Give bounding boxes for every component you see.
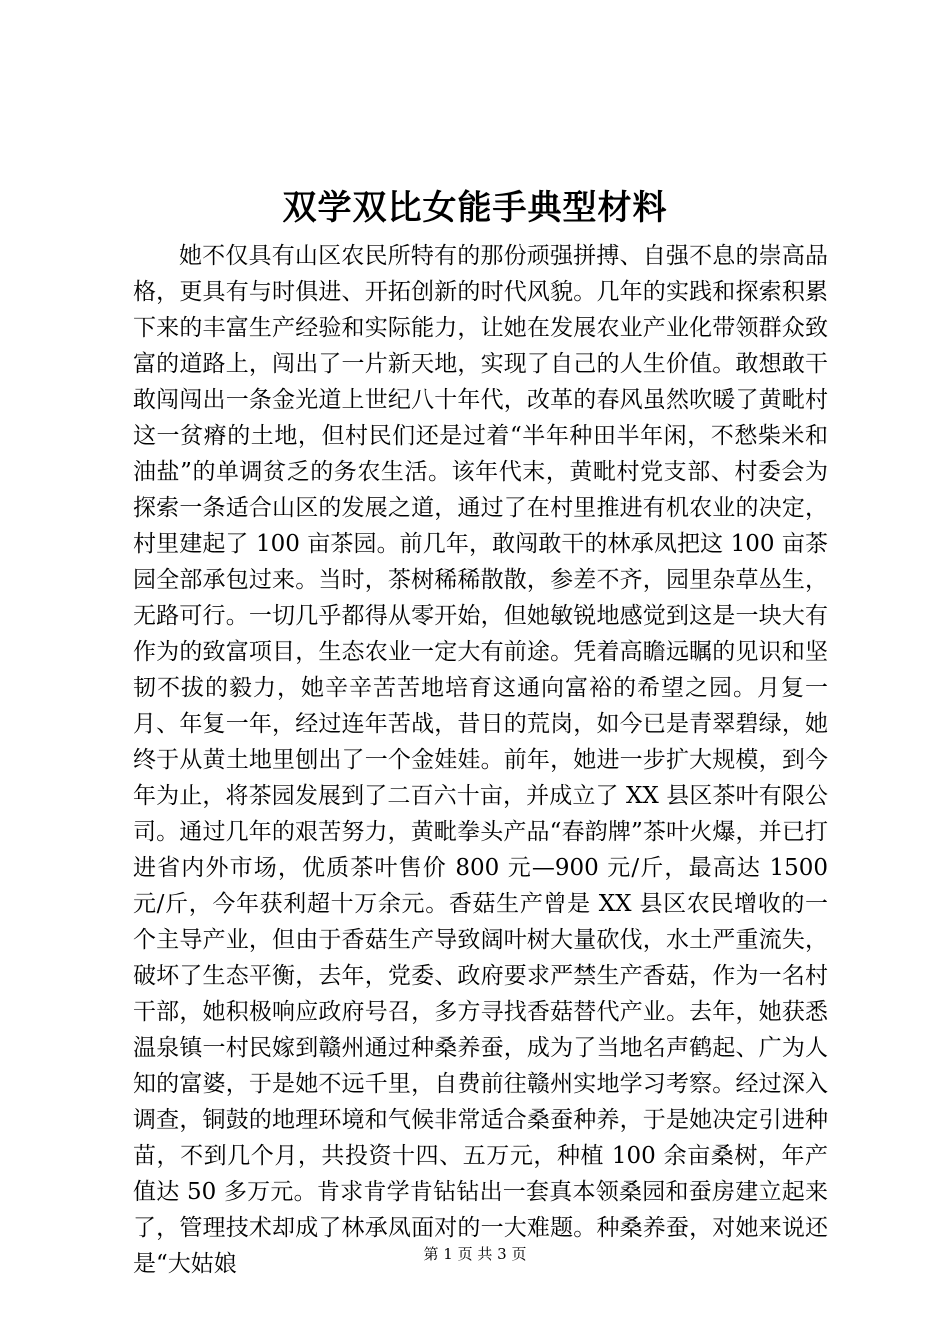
- document-title: 双学双比女能手典型材料: [282, 188, 668, 228]
- body-paragraph: 她不仅具有山区农民所特有的那份顽强拼搏、自强不息的崇高品格，更具有与时俱进、开拓创新的时代风貌。几年的实践和探索积累下来的丰富生产经验和实际能力，让她在发展农业产业化带领群众致富的道路上，闯出了一片新天地，实现了自己的人生价值。敢想敢干敢闯闯出一条金光道上世纪八十年代，改革的春风虽然吹暖了黄毗村这一贫瘠的土地，但村民们还是过着“半年种田半年闲，不愁柴米和油盐”的单调贫乏的务农生活。该年代末，黄毗村党支部、村委会为探索一条适合山区的发展之道，通过了在村里推进有机农业的决定，村里建起了 100 亩茶园。前几年，敢闯敢干的林承凤把这 100 亩茶园全部承包过来。当时，茶树稀稀散散，参差不齐，园里杂草丛生，无路可行。一切几乎都得从零开始，但她敏锐地感觉到这是一块大有作为的致富项目，生态农业一定大有前途。凭着高瞻远瞩的见识和坚韧不拔的毅力，她辛辛苦苦地培育这通向富裕的希望之园。月复一月、年复一年，经过连年苦战，昔日的荒岗，如今已是青翠碧绿，她终于从黄土地里刨出了一个金娃娃。前年，她进一步扩大规模，到今年为止，将茶园发展到了二百六十亩，并成立了 XX 县区茶叶有限公司。通过几年的艰苦努力，黄毗拳头产品“春韵牌”茶叶火爆，并已打进省内外市场，优质茶叶售价 800 元—900 元/斤，最高达 1500 元/斤，今年获利超十万余元。香菇生产曾是 XX 县区农民增收的一个主导产业，但由于香菇生产导致阔叶树大量砍伐，水土严重流失，破坏了生态平衡，去年，党委、政府要求严禁生产香菇，作为一名村干部，她积极响应政府号召，多方寻找香菇替代产业。去年，她获悉温泉镇一村民嫁到赣州通过种桑养蚕，成为了当地名声鹤起、广为人知的富婆，于是她不远千里，自费前往赣州实地学习考察。经过深入调查，铜鼓的地理环境和气候非常适合桑蚕种养，于是她决定引进种苗，不到几个月，共投资十四、五万元，种植 100 余亩桑树，年产值达 50 多万元。肯求肯学肯钻钻出一套真本领桑园和蚕房建立起来了，管理技术却成了林承凤面对的一大难题。种桑养蚕，对她来说还是“大姑娘: [133, 243, 828, 1277]
- page-footer: 第 1 页 共 3 页: [423, 1245, 527, 1263]
